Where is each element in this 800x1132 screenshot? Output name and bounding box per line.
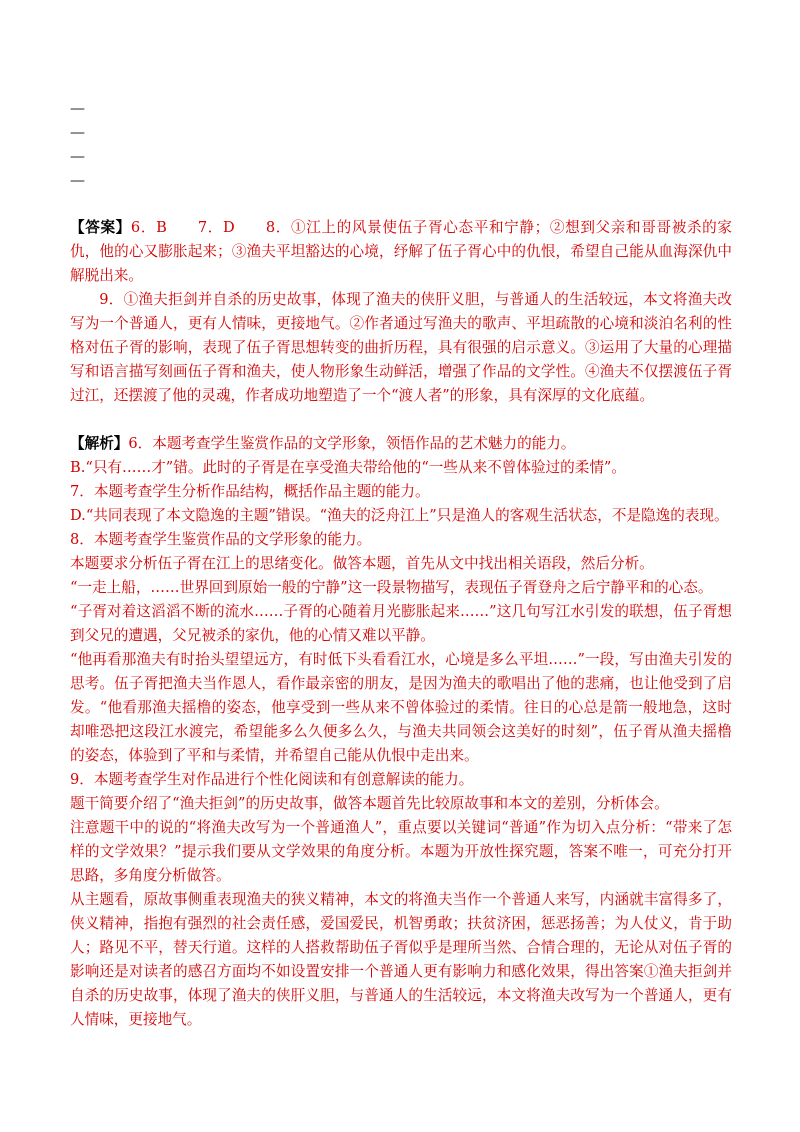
analysis-line: 本题要求分析伍子胥在江上的思绪变化。做答本题，首先从文中找出相关语段，然后分析。 — [70, 555, 654, 572]
analysis-line: B.“只有……才”错。此时的子胥是在享受渔夫带给他的“一些从来不曾体验过的柔情”。 — [70, 459, 626, 476]
document-body — [70, 216, 732, 1032]
dash-line: — — [70, 147, 85, 165]
dash-line: — — [70, 99, 85, 117]
analysis-line: 题干简要介绍了“渔夫拒剑”的历史故事，做答本题首先比较原故事和本文的差别，分析体会。 — [70, 795, 669, 812]
answer-label: 【答案】 — [70, 219, 131, 236]
analysis-line: 8．本题考查学生鉴赏作品的文学形象的能力。 — [70, 531, 372, 548]
analysis-line: “子胥对着这滔滔不断的流水……子胥的心随着月光膨胀起来……”这几句写江水引发的联想，伍子胥想到父兄的遭遇，父兄被杀的家仇，他的心情又难以平静。 — [70, 603, 732, 644]
dash-line: — — [70, 123, 85, 141]
answer-text-2: 9．①渔夫拒剑并自杀的历史故事，体现了渔夫的侠肝义胆，与普通人的生活较远，本文将渔夫改写为一个普通人，更有人情味，更接地气。②作者通过写渔夫的歌声、平坦疏散的心境和淡泊名利的性格对伍子胥的影响，表现了伍子胥思想转变的曲折历程，具有很强的启示意义。③运用了大量的心理描写和语言描写刻画伍子胥和渔夫，使人物形象生动鲜活，增强了作品的文学性。④渔夫不仅摆渡伍子胥过江，还摆渡了他的灵魂，作者成功地塑造了一个“渡人者”的形象，具有深厚的文化底蕴。 — [70, 291, 732, 404]
dash-lines — [70, 96, 100, 192]
section-gap — [70, 408, 732, 432]
analysis-line: “他再看那渔夫有时抬头望望远方，有时低下头看看江水，心境是多么平坦……”一段，写由渔夫引发的思考。伍子胥把渔夫当作恩人，看作最亲密的朋友，是因为渔夫的歌唱出了他的悲痛，也让他受到了启发。“他看那渔夫摇橹的姿态，他享受到一些从来不曾体验过的柔情。往日的心总是箭一般地急，这时却唯恐把这段江水渡完，希望能多么久便多么久，与渔夫共同领会这美好的时刻”，伍子胥从渔夫摇橹的姿态，体验到了平和与柔情，并希望自己能从仇恨中走出来。 — [70, 651, 732, 764]
analysis-line: 7．本题考查学生分析作品结构，概括作品主题的能力。 — [70, 483, 430, 500]
dash-line: — — [70, 171, 85, 189]
analysis-line: 注意题干中的说的“将渔夫改写为一个普通渔人”，重点要以关键词“普通”作为切入点分析：“带来了怎样的文学效果？”提示我们要从文学效果的角度分析。本题为开放性探究题，答案不唯一，可充分打开思路，多角度分析做答。 — [70, 819, 732, 884]
analysis-line: 9．本题考查学生对作品进行个性化阅读和有创意解读的能力。 — [70, 771, 474, 788]
answer-section-line-1 — [70, 216, 732, 288]
analysis-first-line — [70, 432, 732, 456]
analysis-line: “一走上船，……世界回到原始一般的宁静”这一段景物描写，表现伍子胥登舟之后宁静平和的心态。 — [70, 579, 713, 596]
analysis-line: 从主题看，原故事侧重表现渔夫的狭义精神，本文的将渔夫当作一个普通人来写，内涵就丰富得多了，侠义精神，指抱有强烈的社会责任感，爱国爱民，机智勇敢；扶贫济困，惩恶扬善；为人仗义，肯于助人；路见不平，替天行道。这样的人搭救帮助伍子胥似乎是理所当然、合情合理的，无论从对伍子胥的影响还是对读者的感召方面均不如设置安排一个普通人更有影响力和感化效果，得出答案①渔夫拒剑并自杀的历史故事，体现了渔夫的侠肝义胆，与普通人的生活较远，本文将渔夫改写为一个普通人，更有人情味，更接地气。 — [70, 891, 732, 1028]
analysis-text-first: 6．本题考查学生鉴赏作品的文学形象，领悟作品的艺术魅力的能力。 — [128, 435, 576, 452]
analysis-line: D.“共同表现了本文隐逸的主题”错误。“渔夫的泛舟江上”只是渔人的客观生活状态，不是隐逸的表现。 — [70, 507, 729, 524]
answer-text-1: 6．B 7．D 8．①江上的风景使伍子胥心态平和宁静；②想到父亲和哥哥被杀的家仇，他的心又膨胀起来；③渔夫平坦豁达的心境，纾解了伍子胥心中的仇恨，希望自己能从血海深仇中解脱出来。 — [70, 219, 732, 284]
analysis-label: 【解析】 — [70, 435, 129, 452]
